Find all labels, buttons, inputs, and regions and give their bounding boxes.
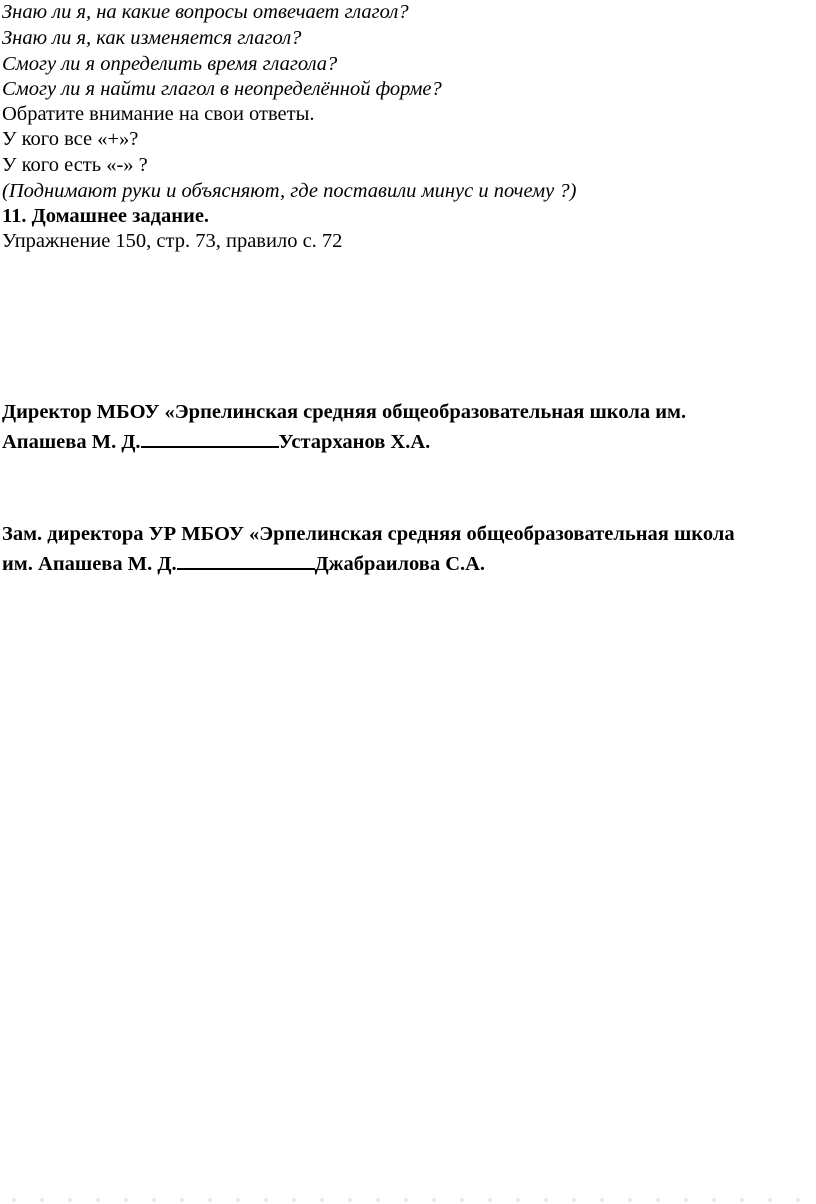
director-signature-line — [141, 429, 279, 448]
who-all-plus-text: У кого все «+»? — [2, 128, 139, 150]
director-line-1: Директор МБОУ «Эрпелинская средняя общеобразовательная школа им. — [2, 401, 687, 423]
page-bottom-decoration — [0, 1196, 816, 1204]
director-signature-block — [2, 397, 802, 457]
deputy-name: Джабраилова С.А. — [314, 553, 486, 575]
deputy-signature-block — [2, 519, 802, 579]
homework-text: Упражнение 150, стр. 73, правило с. 72 — [2, 230, 343, 252]
question-verb-infinitive: Смогу ли я найти глагол в неопределённой форме? — [2, 78, 442, 100]
question-verb-changes: Знаю ли я, как изменяется глагол? — [2, 27, 302, 49]
director-line-2 — [2, 427, 802, 457]
director-name: Устарханов Х.А. — [278, 431, 431, 453]
who-minus-text: У кого есть «-» ? — [2, 154, 148, 176]
attention-text: Обратите внимание на свои ответы. — [2, 103, 315, 125]
question-verb-questions: Знаю ли я, на какие вопросы отвечает глагол? — [2, 1, 409, 23]
question-verb-tense: Смогу ли я определить время глагола? — [2, 53, 338, 75]
director-school-suffix: Апашева М. Д. — [2, 431, 141, 453]
homework-heading: 11. Домашнее задание. — [2, 205, 210, 227]
deputy-line-2 — [2, 549, 802, 579]
raise-hands-text: (Поднимают руки и объясняют, где поставили минус и почему ?) — [2, 180, 577, 202]
deputy-line-1: Зам. директора УР МБОУ «Эрпелинская средняя общеобразовательная школа — [2, 523, 735, 545]
deputy-signature-line — [177, 551, 315, 570]
deputy-school-suffix: им. Апашева М. Д. — [2, 553, 177, 575]
